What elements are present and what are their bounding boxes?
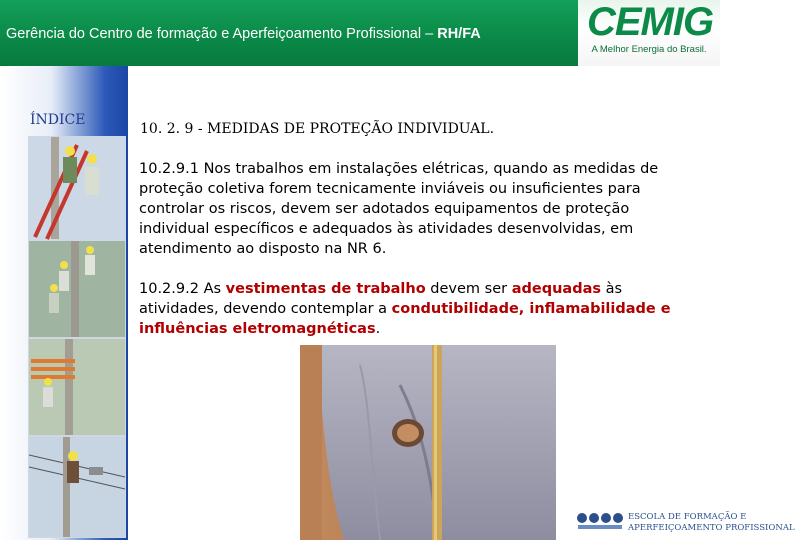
school-line-1: ESCOLA DE FORMAÇÃO E (628, 512, 747, 522)
para2-emphasis-vestimentas: vestimentas de trabalho (225, 281, 426, 297)
para2-text-3: às atividades, devendo contemplar a (139, 281, 623, 317)
cemig-logo-word: CEMIG (586, 0, 714, 44)
cemig-logo-tagline: A Melhor Energia do Brasil. (591, 44, 707, 55)
paragraph-10-2-9-2 (139, 279, 699, 339)
school-logo-icon (576, 510, 626, 534)
sidebar-photo-wires (28, 436, 126, 538)
header-title (6, 26, 586, 42)
sidebar-photo-lineman-ladder (28, 136, 126, 240)
para2-text-4: . (375, 321, 381, 337)
paragraph-10-2-9-1: 10.2.9.1 Nos trabalhos em instalações elétricas, quando as medidas de proteção coletiva forem tecnicamente inviáveis ou insuficientes para controlar os riscos, devem ser adotados equipamentos de proteção individual específicos e adequados às atividades desenvolvidas, em atendimento ao disposto na NR 6. (139, 161, 659, 257)
index-link[interactable]: ÍNDICE (30, 112, 86, 128)
photo-burned-clothing (300, 345, 556, 540)
school-logo (576, 508, 795, 538)
para2-emphasis-adequadas: adequadas (511, 281, 601, 297)
header-title-text: Gerência do Centro de formação e Aperfeiçoamento Profissional – (6, 26, 438, 42)
para2-emphasis-condutibilidade: condutibilidade, inflamabilidade e influências eletromagnéticas (139, 301, 671, 337)
school-line-2: APERFEIÇOAMENTO PROFISSIONAL (628, 523, 795, 533)
cemig-logo (578, 0, 720, 66)
para2-text-1: 10.2.9.2 As (139, 281, 226, 297)
header-dept: RH/FA (437, 26, 481, 42)
para2-text-2: devem ser (425, 281, 512, 297)
sidebar-photo-linemen-pole (28, 240, 126, 338)
school-logo-text (628, 512, 795, 534)
header-bar (0, 0, 720, 66)
sidebar-photo-crossarm (28, 338, 126, 436)
section-heading: 10. 2. 9 - MEDIDAS DE PROTEÇÃO INDIVIDUAL. (140, 121, 495, 137)
